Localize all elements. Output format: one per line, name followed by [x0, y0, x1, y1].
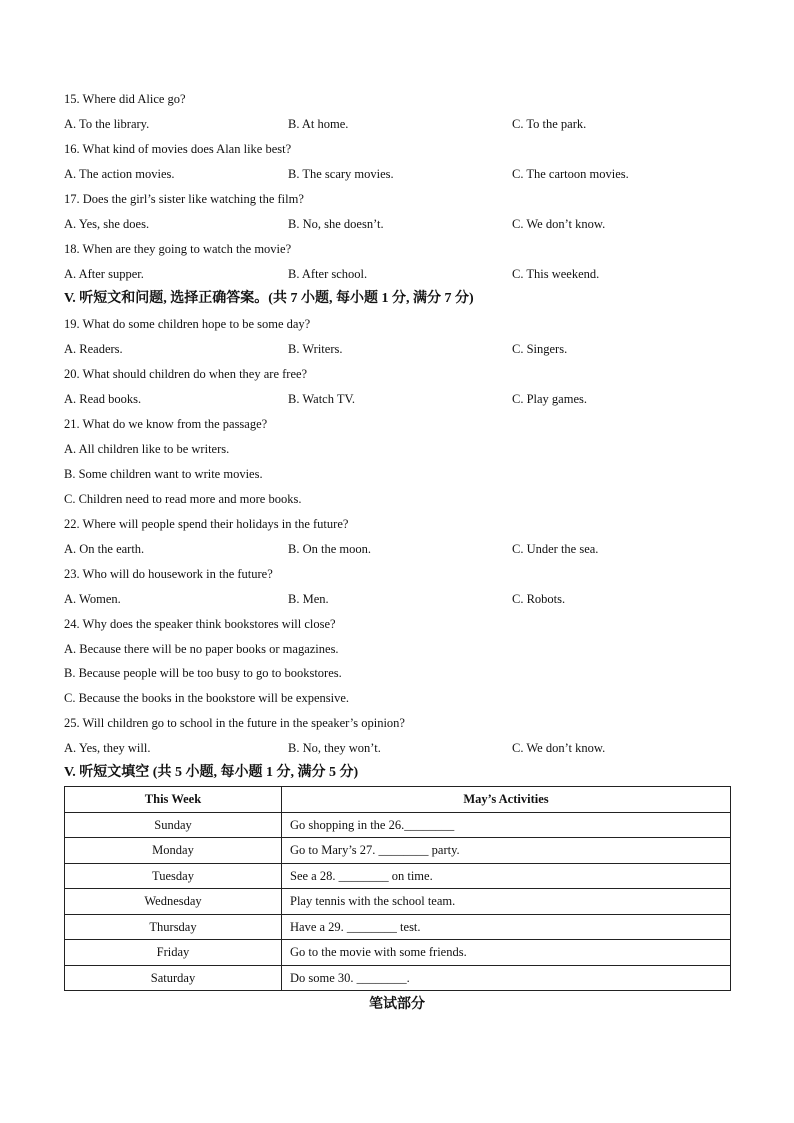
q20-option-b: B. Watch TV.	[288, 392, 356, 406]
question-17: 17. Does the girl’s sister like watching the film?	[64, 192, 304, 206]
day-cell: Tuesday	[65, 863, 282, 889]
q24-option-c: C. Because the books in the bookstore will be expensive.	[64, 691, 350, 705]
activity-cell: Go to Mary’s 27. ________ party.	[282, 838, 731, 864]
activities-table	[64, 786, 731, 991]
question-22: 22. Where will people spend their holidays in the future?	[64, 517, 349, 531]
q25-option-b: B. No, they won’t.	[288, 741, 381, 755]
table-row	[65, 889, 731, 915]
activity-cell: Play tennis with the school team.	[282, 889, 731, 915]
q18-option-b: B. After school.	[288, 267, 368, 281]
q25-option-c: C. We don’t know.	[512, 741, 606, 755]
q17-option-c: C. We don’t know.	[512, 217, 606, 231]
question-25: 25. Will children go to school in the future in the speaker’s opinion?	[64, 716, 405, 730]
header-this-week: This Week	[65, 787, 282, 813]
q22-option-c: C. Under the sea.	[512, 542, 599, 556]
q22-option-b: B. On the moon.	[288, 542, 371, 556]
q15-option-c: C. To the park.	[512, 117, 587, 131]
q24-option-a: A. Because there will be no paper books or magazines.	[64, 642, 339, 656]
q25-option-a: A. Yes, they will.	[64, 741, 151, 755]
q16-option-a: A. The action movies.	[64, 167, 175, 181]
q20-option-a: A. Read books.	[64, 392, 142, 406]
day-cell: Wednesday	[65, 889, 282, 915]
activity-cell: Do some 30. ________.	[282, 965, 731, 991]
q19-option-a: A. Readers.	[64, 342, 123, 356]
q22-option-a: A. On the earth.	[64, 542, 145, 556]
table-row	[65, 965, 731, 991]
table-row	[65, 812, 731, 838]
header-mays-activities: May’s Activities	[282, 787, 731, 813]
question-15: 15. Where did Alice go?	[64, 92, 186, 106]
q19-option-b: B. Writers.	[288, 342, 343, 356]
day-cell: Thursday	[65, 914, 282, 940]
q21-option-a: A. All children like to be writers.	[64, 442, 230, 456]
question-23: 23. Who will do housework in the future?	[64, 567, 273, 581]
q16-option-c: C. The cartoon movies.	[512, 167, 629, 181]
q18-option-a: A. After supper.	[64, 267, 144, 281]
q17-option-a: A. Yes, she does.	[64, 217, 150, 231]
q18-option-c: C. This weekend.	[512, 267, 600, 281]
question-24: 24. Why does the speaker think bookstores will close?	[64, 617, 336, 631]
table-header-row	[65, 787, 731, 813]
q21-option-c: C. Children need to read more and more books.	[64, 492, 302, 506]
q19-option-c: C. Singers.	[512, 342, 568, 356]
q15-option-a: A. To the library.	[64, 117, 150, 131]
q15-option-b: B. At home.	[288, 117, 349, 131]
q23-option-c: C. Robots.	[512, 592, 566, 606]
q24-option-b: B. Because people will be too busy to go to bookstores.	[64, 666, 342, 680]
question-16: 16. What kind of movies does Alan like best?	[64, 142, 292, 156]
q17-option-b: B. No, she doesn’t.	[288, 217, 384, 231]
activity-cell: Go shopping in the 26.________	[282, 812, 731, 838]
q16-option-b: B. The scary movies.	[288, 167, 394, 181]
table-row	[65, 914, 731, 940]
day-cell: Friday	[65, 940, 282, 966]
table-row	[65, 863, 731, 889]
question-21: 21. What do we know from the passage?	[64, 417, 268, 431]
table-row	[65, 940, 731, 966]
activity-cell: Have a 29. ________ test.	[282, 914, 731, 940]
activity-cell: Go to the movie with some friends.	[282, 940, 731, 966]
section-heading-fill-in: V. 听短文填空 (共 5 小题, 每小题 1 分, 满分 5 分)	[64, 765, 359, 780]
table-row	[65, 838, 731, 864]
q23-option-b: B. Men.	[288, 592, 329, 606]
question-19: 19. What do some children hope to be some day?	[64, 317, 311, 331]
question-18: 18. When are they going to watch the movie?	[64, 242, 292, 256]
day-cell: Monday	[65, 838, 282, 864]
activity-cell: See a 28. ________ on time.	[282, 863, 731, 889]
written-section-title: 笔试部分	[369, 997, 425, 1012]
q21-option-b: B. Some children want to write movies.	[64, 467, 263, 481]
day-cell: Sunday	[65, 812, 282, 838]
question-20: 20. What should children do when they are free?	[64, 367, 308, 381]
q23-option-a: A. Women.	[64, 592, 121, 606]
day-cell: Saturday	[65, 965, 282, 991]
section-heading-listening-choice: V. 听短文和问题, 选择正确答案。(共 7 小题, 每小题 1 分, 满分 7 分)	[64, 291, 474, 306]
q20-option-c: C. Play games.	[512, 392, 587, 406]
